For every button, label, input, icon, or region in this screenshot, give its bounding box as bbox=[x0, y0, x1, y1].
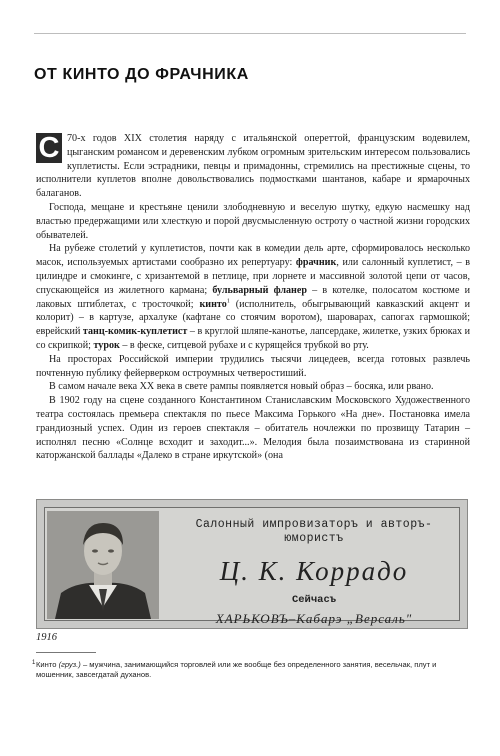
footnote-term: Кинто bbox=[36, 660, 57, 669]
ad-now-label: Сейчасъ bbox=[291, 594, 337, 606]
paragraph-2: Господа, мещане и крестьяне ценили злободневную и веселую шутку, едкую насмешку над властью предержащими или хлесткую и порой двусмысленную остроту о частной жизни городских обывателей. bbox=[36, 201, 470, 241]
advertisement-image bbox=[36, 499, 468, 629]
ad-venue: ХАРЬКОВЪ–Кабарэ „Версаль" bbox=[215, 611, 413, 626]
portrait-photo bbox=[47, 511, 159, 619]
portrait-drawing bbox=[47, 511, 159, 619]
footnote bbox=[32, 660, 472, 680]
term-flaner: бульварный фланер bbox=[212, 284, 307, 296]
paragraph-4: На просторах Российской империи трудились тысячи лицедеев, всегда готовых развлечь почтенную публику фейерверком остроумных четверостиший. bbox=[36, 353, 470, 379]
footnote-number: 1 bbox=[32, 660, 36, 666]
term-turok: турок bbox=[93, 339, 120, 351]
image-caption-year: 1916 bbox=[36, 632, 57, 643]
chapter-title: ОТ КИНТО ДО ФРАЧНИКА bbox=[34, 66, 249, 83]
term-comic: танц-комик-куплетист bbox=[82, 326, 188, 338]
footnote-reference: 1 bbox=[226, 298, 230, 305]
performer-name: Ц. К. Коррадо bbox=[219, 556, 409, 586]
body-text bbox=[36, 132, 470, 463]
footnote-language: (груз.) bbox=[58, 660, 81, 669]
drop-cap: С bbox=[36, 133, 62, 163]
advertisement-text bbox=[173, 510, 455, 627]
ad-title-line-2: юмористъ bbox=[284, 532, 344, 545]
paragraph-1: С 70-х годов XIX столетия наряду с итальянской опереттой, французским водевилем, цыганским романсом и деревенским лубком огромным зрительским интересом пользовались куплетисты. Если эстрадники, певцы и примадонны, стремились на престижные сцены, то исполнители куплетов вполне довольствовались подмостками шантанов, кабаре и ярмарочных балаганов. bbox=[36, 132, 470, 200]
footnote-divider bbox=[36, 652, 96, 653]
term-kinto: кинто bbox=[199, 298, 227, 310]
top-divider bbox=[34, 33, 466, 34]
term-frachnik: фрачник bbox=[295, 257, 337, 269]
paragraph-3: На рубеже столетий у куплетистов, почти как в комедии дель арте, сформировалось несколько масок, используемых артистами сообразно их репертуару: фрачник, или салонный куплетист, – в цилиндре и смокинге, с хризантемой в петлице, при лорнете и массивной золотой цепи от часов, спускающейся из жилетного кармана; бульварный фланер – в котелке, полосатом костюме и лаковых штиблетах, с тросточкой; кинто$^1$ (исполнитель, обыгрывающий кавказский акцент и колорит) – в картузе, архалуке (кафтане со стоячим воротом), шароварах, сапогах гармошкой; еврейский танц-комик-куплетист – в круглой шляпе-канотье, лапсердаке, жилетке, узких брюках и со скрипкой; турок – в феске, ситцевой рубахе и с курящейся трубкой во рту. bbox=[36, 243, 471, 351]
footnote-text: – мужчина, занимающийся торговлей или же вообще без определенного занятия, весельчак, плут и мошенник, завсегдатай духанов. bbox=[36, 660, 437, 679]
paragraph-6: В 1902 году на сцене созданного Константином Станиславским Московского Художественного театра состоялась премьера спектакля по пьесе Максима Горького «На дне». Постановка имела грандиозный успех. Один из героев спектакля – обитатель ночлежки по прозвищу Татарин – исполнял песню «Солнце всходит и заходит...». Мелодия была позаимствована из старинной каторжанской баллады «Далеко в стране иркутской» (она bbox=[36, 395, 470, 462]
ad-title-line-1: Салонный импровизаторъ и авторъ- bbox=[195, 518, 433, 531]
paragraph-5: В самом начале века XX века в свете рампы появляется новый образ – босяка, или рвано. bbox=[49, 381, 434, 393]
